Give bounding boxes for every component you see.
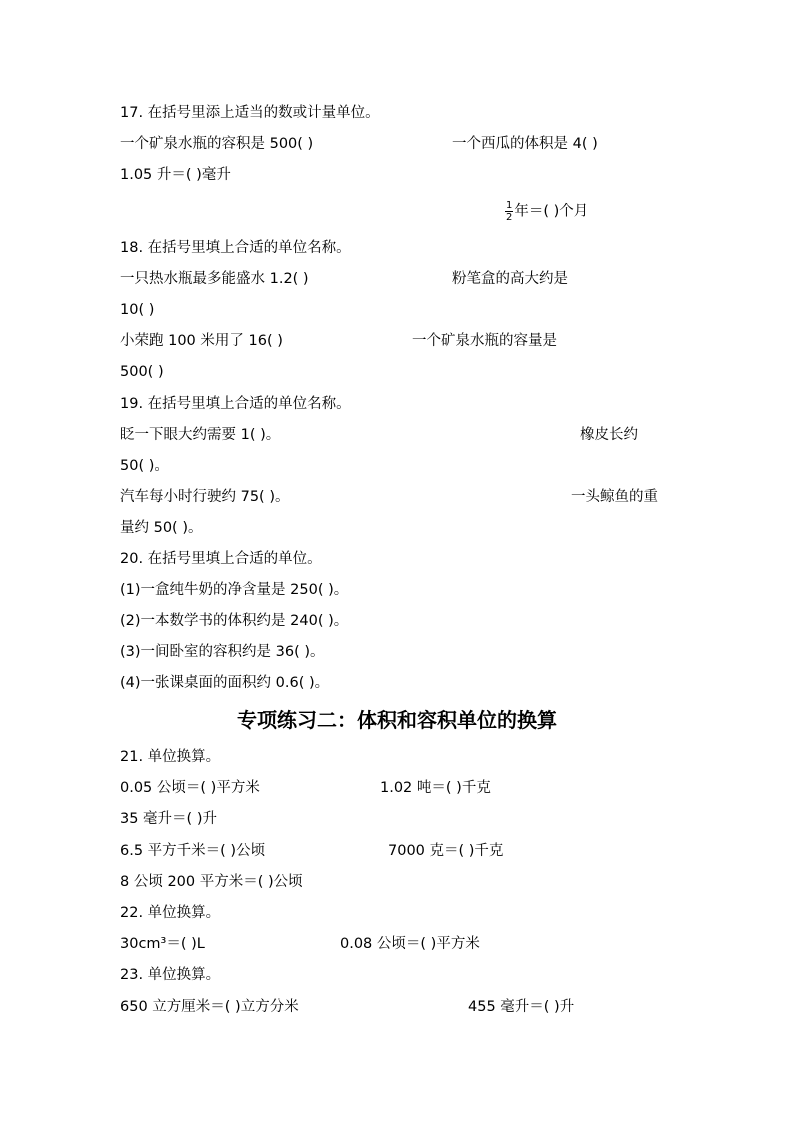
q22-heading: 22. 单位换算。 [120,905,221,921]
q17-item-c: 1.05 升＝( )毫升 [120,167,231,183]
q17-item-d-text: 年＝( )个月 [514,203,589,220]
q20-item-1: (1)一盒纯牛奶的净含量是 250( )。 [120,582,349,598]
q21-item-c: 35 毫升＝( )升 [120,811,217,827]
fraction-numerator: 1 [506,200,513,211]
q19-item-a: 眨一下眼大约需要 1( )。 [120,427,281,443]
fraction [505,200,513,223]
q21-item-d: 6.5 平方千米＝( )公顷 [120,843,266,859]
q17-item-a: 一个矿泉水瓶的容积是 500( ) [120,136,314,152]
q20-item-3: (3)一间卧室的容积约是 36( )。 [120,644,325,660]
q18-item-b-continued: 10( ) [120,302,155,318]
q19-item-d: 一头鲸鱼的重 [571,489,658,505]
q22-item-b: 0.08 公顷＝( )平方米 [340,936,480,952]
q21-item-e: 7000 克＝( )千克 [388,843,504,859]
fraction-denominator: 2 [506,212,513,223]
q18-item-d: 一个矿泉水瓶的容量是 [412,333,557,349]
q18-heading: 18. 在括号里填上合适的单位名称。 [120,240,351,256]
q17-item-b: 一个西瓜的体积是 4( ) [452,136,598,152]
q23-item-a: 650 立方厘米＝( )立方分米 [120,999,299,1015]
q23-heading: 23. 单位换算。 [120,967,221,983]
q21-item-f: 8 公顷 200 平方米＝( )公顷 [120,874,303,890]
q18-item-a: 一只热水瓶最多能盛水 1.2( ) [120,271,309,287]
q21-heading: 21. 单位换算。 [120,749,221,765]
q20-heading: 20. 在括号里填上合适的单位。 [120,551,322,567]
q23-item-b: 455 毫升＝( )升 [468,999,575,1015]
q21-item-b: 1.02 吨＝( )千克 [380,780,491,796]
q19-item-d-continued: 量约 50( )。 [120,520,203,536]
q18-item-d-continued: 500( ) [120,364,164,380]
q17-heading: 17. 在括号里添上适当的数或计量单位。 [120,105,380,121]
q20-item-4: (4)一张课桌面的面积约 0.6( )。 [120,675,330,691]
q21-item-a: 0.05 公顷＝( )平方米 [120,780,260,796]
q19-item-b-continued: 50( )。 [120,458,169,474]
section-title: 专项练习二：体积和容积单位的换算 [237,708,557,732]
q22-item-a: 30cm³＝( )L [120,936,205,952]
q18-item-b: 粉笔盒的高大约是 [452,271,568,287]
q18-item-c: 小荣跑 100 米用了 16( ) [120,333,283,349]
q19-heading: 19. 在括号里填上合适的单位名称。 [120,396,351,412]
q19-item-c: 汽车每小时行驶约 75( )。 [120,489,290,505]
q19-item-b: 橡皮长约 [580,427,638,443]
q17-item-d [505,200,588,223]
q20-item-2: (2)一本数学书的体积约是 240( )。 [120,613,349,629]
